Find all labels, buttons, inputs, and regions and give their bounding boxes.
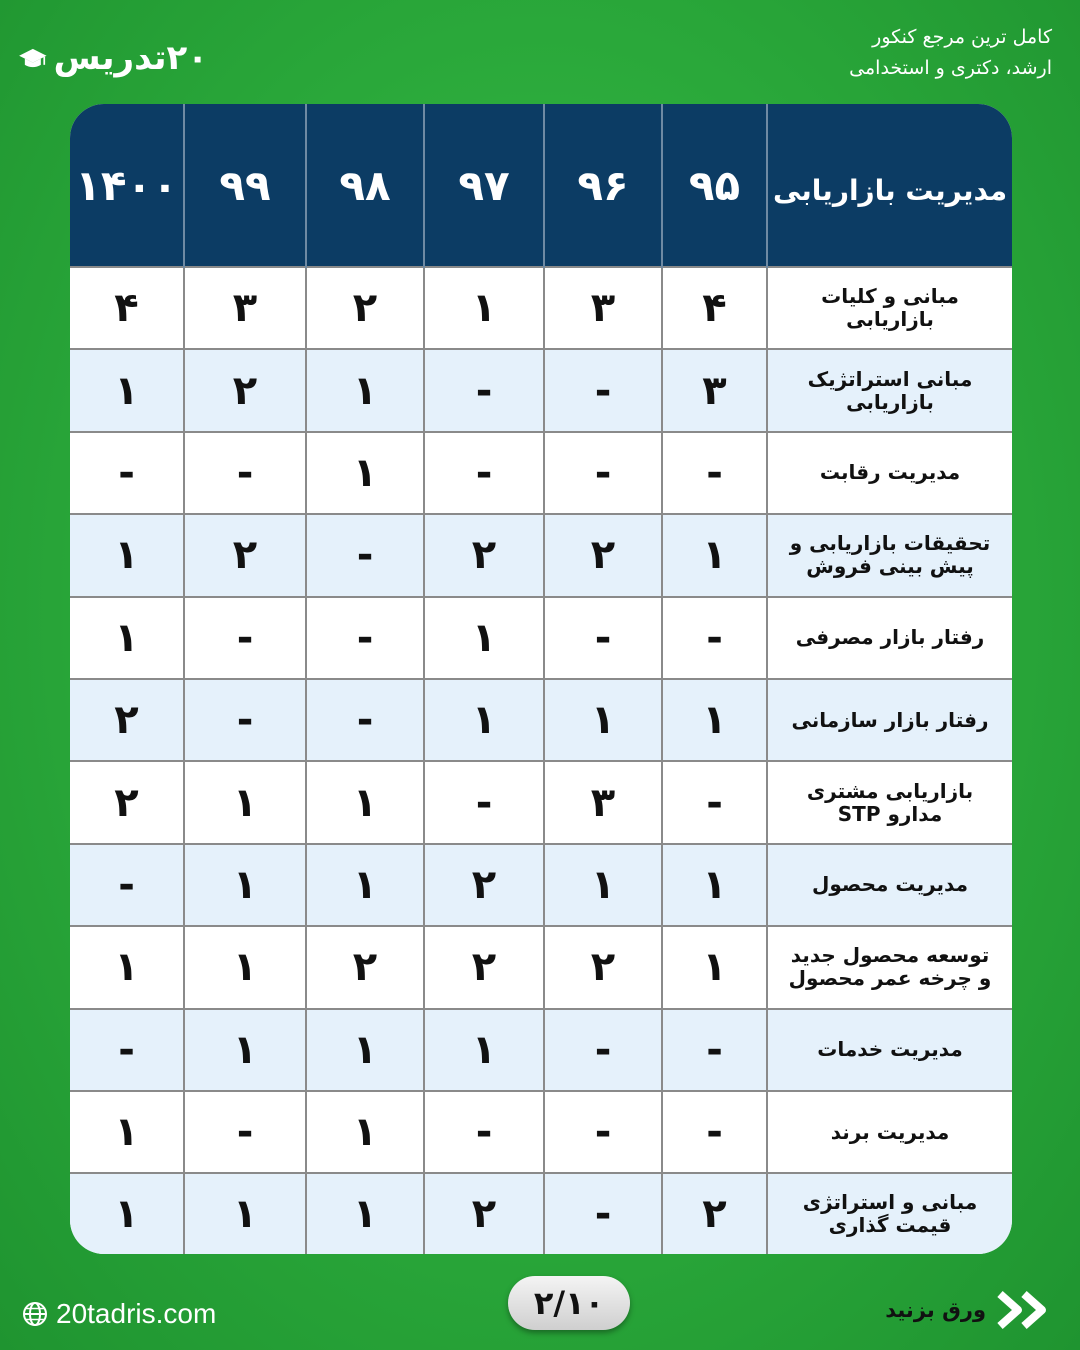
question-count-cell: -: [306, 679, 424, 761]
year-header: ۱۴۰۰: [70, 104, 184, 267]
question-count-cell: -: [544, 1091, 662, 1173]
topic-cell: بازاریابی مشتری مدارو STP: [767, 761, 1012, 843]
topic-cell: مدیریت خدمات: [767, 1009, 1012, 1091]
question-count-cell: ۱: [70, 349, 184, 431]
table-row: [70, 761, 1012, 843]
question-count-cell: -: [424, 349, 544, 431]
year-header: ۹۹: [184, 104, 306, 267]
question-count-cell: ۲: [544, 926, 662, 1008]
globe-icon: [22, 1301, 48, 1327]
year-header: ۹۶: [544, 104, 662, 267]
question-count-cell: ۲: [662, 1173, 767, 1254]
question-count-cell: ۱: [184, 844, 306, 926]
page-indicator: ۲/۱۰: [508, 1276, 630, 1330]
question-count-cell: -: [662, 761, 767, 843]
question-count-cell: ۲: [424, 926, 544, 1008]
question-count-cell: ۲: [424, 514, 544, 596]
question-count-cell: -: [306, 597, 424, 679]
question-count-cell: -: [662, 1091, 767, 1173]
question-count-cell: -: [662, 1009, 767, 1091]
question-count-cell: ۲: [544, 514, 662, 596]
question-count-cell: ۴: [662, 267, 767, 349]
question-count-cell: ۲: [70, 679, 184, 761]
question-count-cell: ۱: [184, 926, 306, 1008]
question-count-cell: ۱: [184, 761, 306, 843]
question-count-cell: ۳: [662, 349, 767, 431]
topic-cell: مدیریت برند: [767, 1091, 1012, 1173]
table-row: [70, 926, 1012, 1008]
question-count-cell: -: [662, 432, 767, 514]
year-header: ۹۵: [662, 104, 767, 267]
year-header: ۹۸: [306, 104, 424, 267]
table-body: [70, 267, 1012, 1254]
table-row: [70, 514, 1012, 596]
year-header: ۹۷: [424, 104, 544, 267]
question-count-cell: -: [424, 761, 544, 843]
table-row: [70, 349, 1012, 431]
double-chevron-right-icon: [994, 1290, 1056, 1330]
table-row: [70, 844, 1012, 926]
question-count-cell: ۳: [184, 267, 306, 349]
question-count-cell: ۱: [306, 349, 424, 431]
question-count-cell: ۱: [306, 432, 424, 514]
question-count-cell: -: [544, 1173, 662, 1254]
question-count-cell: ۳: [544, 761, 662, 843]
question-count-cell: ۲: [424, 1173, 544, 1254]
question-count-cell: ۲: [424, 844, 544, 926]
question-count-cell: ۱: [306, 1173, 424, 1254]
question-count-cell: ۱: [70, 597, 184, 679]
question-count-cell: ۲: [184, 514, 306, 596]
question-count-cell: ۲: [70, 761, 184, 843]
topic-cell: توسعه محصول جدید و چرخه عمر محصول: [767, 926, 1012, 1008]
tagline-line-1: کامل ترین مرجع کنکور: [872, 26, 1052, 48]
table-row: [70, 679, 1012, 761]
table-title-header: مدیریت بازاریابی: [767, 104, 1012, 267]
table-row: [70, 597, 1012, 679]
exam-stats-table: [70, 104, 1012, 1254]
question-count-cell: -: [184, 597, 306, 679]
topic-cell: مدیریت محصول: [767, 844, 1012, 926]
table-row: [70, 1173, 1012, 1254]
question-count-cell: ۱: [424, 597, 544, 679]
question-count-cell: -: [70, 1009, 184, 1091]
question-count-cell: -: [544, 1009, 662, 1091]
table-row: [70, 1091, 1012, 1173]
topic-cell: مبانی و کلیات بازاریابی: [767, 267, 1012, 349]
question-count-cell: ۱: [70, 926, 184, 1008]
question-count-cell: -: [306, 514, 424, 596]
question-count-cell: -: [544, 432, 662, 514]
question-count-cell: ۱: [544, 844, 662, 926]
question-count-cell: ۱: [306, 1009, 424, 1091]
question-count-cell: ۲: [306, 267, 424, 349]
question-count-cell: ۱: [662, 844, 767, 926]
brand-logo: [18, 34, 208, 82]
swipe-hint[interactable]: [885, 1290, 1056, 1330]
question-count-cell: ۱: [306, 844, 424, 926]
question-count-cell: -: [424, 1091, 544, 1173]
question-count-cell: ۱: [306, 1091, 424, 1173]
website-link[interactable]: [22, 1298, 216, 1330]
tagline-line-2: ارشد، دکتری و استخدامی: [849, 57, 1052, 79]
topic-cell: رفتار بازار مصرفی: [767, 597, 1012, 679]
question-count-cell: ۱: [70, 1173, 184, 1254]
question-count-cell: ۱: [662, 679, 767, 761]
topic-cell: مدیریت رقابت: [767, 432, 1012, 514]
table-row: [70, 267, 1012, 349]
question-count-cell: ۱: [184, 1009, 306, 1091]
exam-stats-table-card: [70, 104, 1012, 1254]
topic-cell: مبانی استراتژیک بازاریابی: [767, 349, 1012, 431]
question-count-cell: -: [544, 597, 662, 679]
question-count-cell: -: [184, 1091, 306, 1173]
question-count-cell: -: [544, 349, 662, 431]
question-count-cell: ۳: [544, 267, 662, 349]
question-count-cell: ۱: [424, 267, 544, 349]
table-row: [70, 1009, 1012, 1091]
question-count-cell: -: [70, 844, 184, 926]
table-row: [70, 432, 1012, 514]
topic-cell: مبانی و استراتژی قیمت گذاری: [767, 1173, 1012, 1254]
logo-text: ۲۰تدریس: [53, 38, 208, 78]
question-count-cell: ۱: [544, 679, 662, 761]
question-count-cell: ۱: [306, 761, 424, 843]
question-count-cell: ۱: [70, 1091, 184, 1173]
question-count-cell: -: [662, 597, 767, 679]
topic-cell: تحقیقات بازاریابی و پیش بینی فروش: [767, 514, 1012, 596]
question-count-cell: ۲: [306, 926, 424, 1008]
table-header-row: [70, 104, 1012, 267]
tagline: [849, 22, 1052, 84]
question-count-cell: ۱: [662, 514, 767, 596]
question-count-cell: -: [70, 432, 184, 514]
question-count-cell: -: [424, 432, 544, 514]
swipe-text: ورق بزنید: [885, 1298, 986, 1322]
question-count-cell: ۱: [184, 1173, 306, 1254]
question-count-cell: ۴: [70, 267, 184, 349]
question-count-cell: ۱: [424, 1009, 544, 1091]
question-count-cell: ۱: [662, 926, 767, 1008]
question-count-cell: -: [184, 432, 306, 514]
website-text: 20tadris.com: [56, 1298, 217, 1329]
question-count-cell: -: [184, 679, 306, 761]
question-count-cell: ۲: [184, 349, 306, 431]
graduation-cap-icon: [18, 36, 48, 80]
topic-cell: رفتار بازار سازمانی: [767, 679, 1012, 761]
question-count-cell: ۱: [70, 514, 184, 596]
question-count-cell: ۱: [424, 679, 544, 761]
